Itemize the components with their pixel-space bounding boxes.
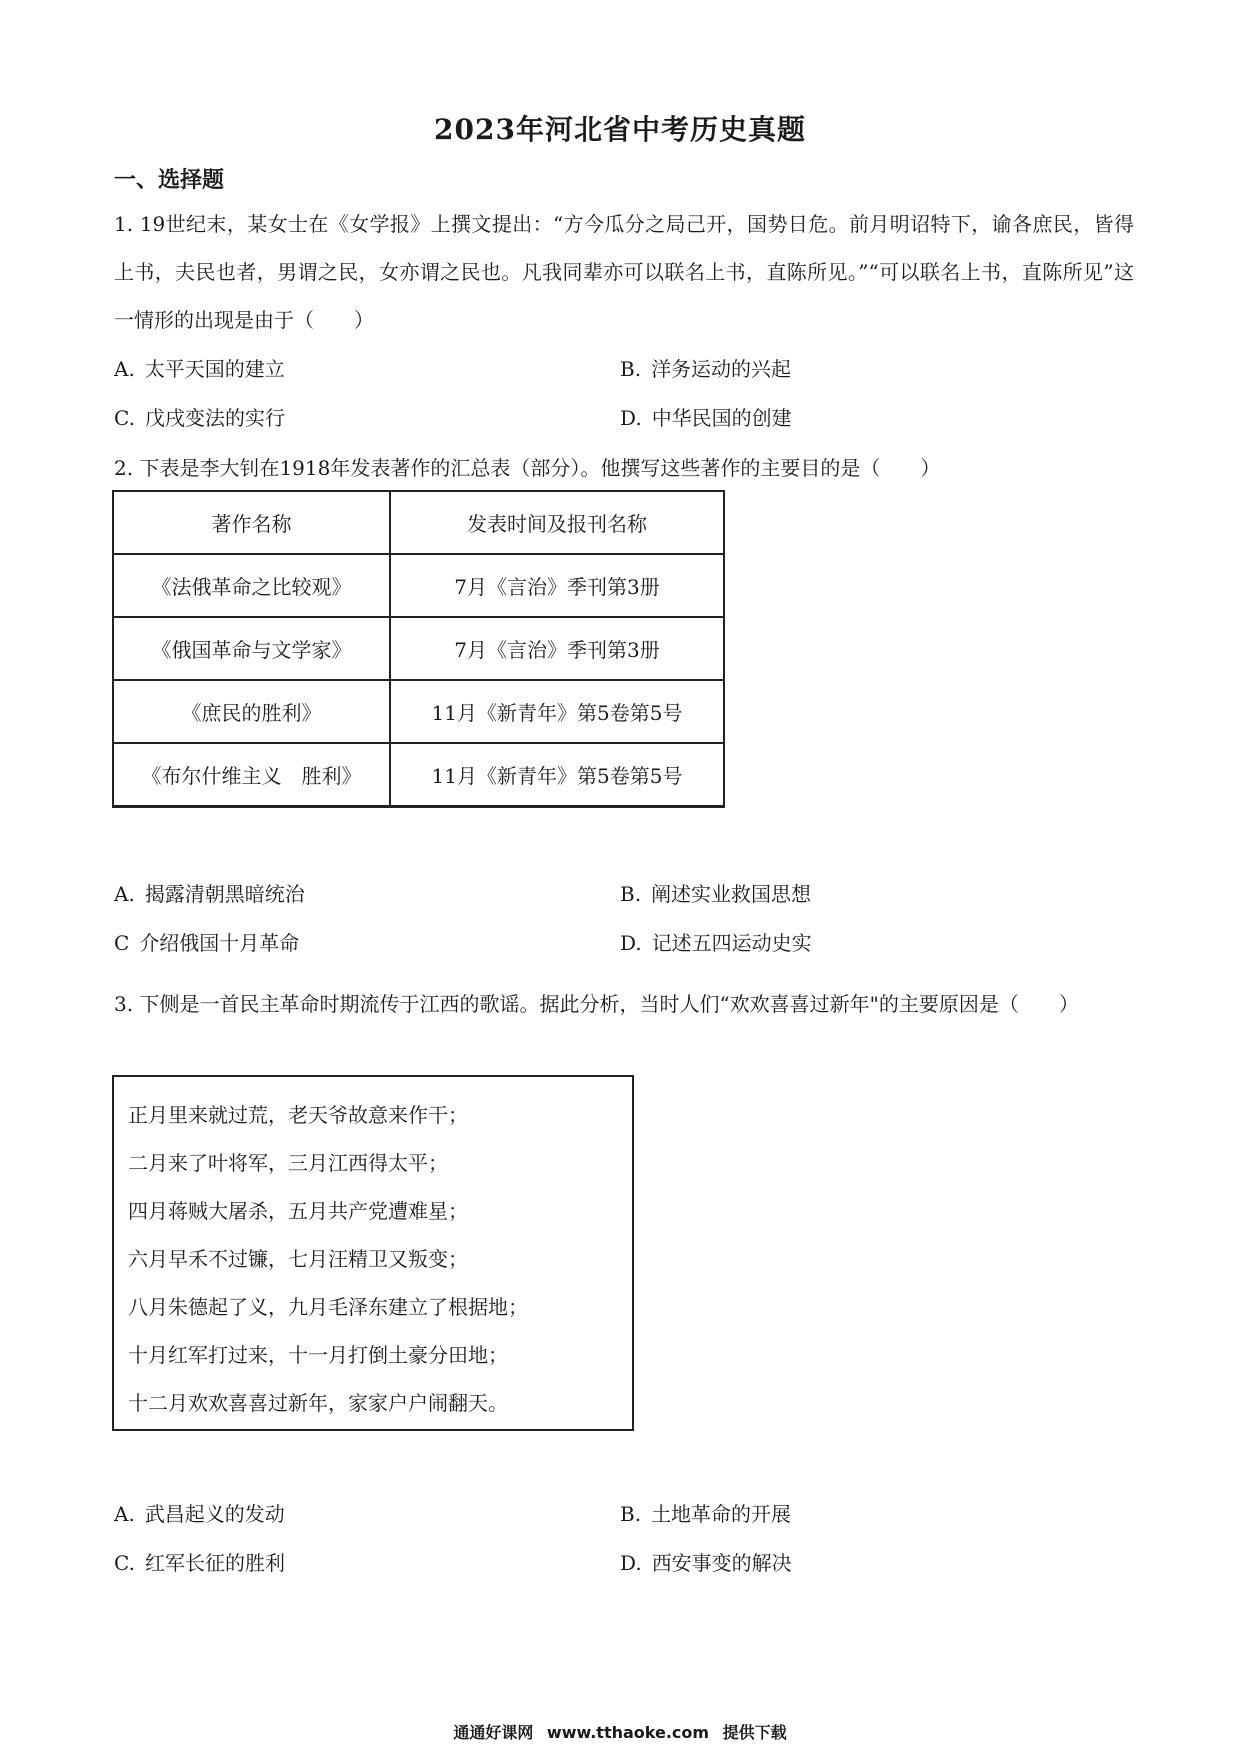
- ballad-line: 正月里来就过荒，老天爷故意来作干；: [128, 1103, 468, 1127]
- q3-option-b[interactable]: [620, 1500, 791, 1528]
- option-text: 中华民国的创建: [651, 406, 792, 430]
- ballad-box: [112, 1075, 634, 1431]
- q2-option-d[interactable]: [620, 929, 812, 957]
- table-cell: 《俄国革命与文学家》: [113, 617, 390, 680]
- table-cell: 11月《新青年》第5卷第5号: [390, 680, 724, 743]
- option-letter: A.: [114, 1502, 135, 1526]
- option-letter: D.: [620, 1551, 642, 1575]
- option-letter: C.: [114, 1551, 135, 1575]
- option-letter: A.: [114, 357, 135, 381]
- table-cell: 7月《言治》季刊第3册: [390, 554, 724, 617]
- ballad-line: 十二月欢欢喜喜过新年，家家户户闹翻天。: [128, 1391, 508, 1415]
- question-3-stem: 3. 下侧是一首民主革命时期流传于江西的歌谣。据此分析，当时人们“欢欢喜喜过新年"的主要原因是（ ）: [114, 992, 1079, 1016]
- q1-option-a[interactable]: [114, 355, 285, 383]
- option-letter: D.: [620, 406, 642, 430]
- option-letter: C: [114, 931, 130, 955]
- ballad-line: 四月蒋贼大屠杀，五月共产党遭难星；: [128, 1199, 468, 1223]
- ballad-line: 八月朱德起了义，九月毛泽东建立了根据地；: [128, 1295, 528, 1319]
- option-letter: C.: [114, 406, 135, 430]
- option-letter: B.: [620, 882, 642, 906]
- question-1-stem: 1. 19世纪末，某女士在《女学报》上撰文提出：“方今瓜分之局己开，国势日危。前月明诏特下，谕各庶民，皆得上书，夫民也者，男谓之民，女亦谓之民也。凡我同辈亦可以联名上书，直陈所见。”“可以联名上书，直陈所见”这一情形的出现是由于（ ）: [114, 212, 1134, 332]
- q2-option-c[interactable]: [114, 929, 299, 957]
- ballad-line: 二月来了叶将军，三月江西得太平；: [128, 1151, 448, 1175]
- table-header-cell: 发表时间及报刊名称: [390, 491, 724, 554]
- page-footer: [0, 1720, 1240, 1743]
- table-row: [113, 680, 724, 743]
- works-table: [112, 490, 725, 808]
- table-row: [113, 743, 724, 807]
- page-title: 2023年河北省中考历史真题: [434, 113, 806, 146]
- option-letter: D.: [620, 931, 642, 955]
- option-text: 洋务运动的兴起: [651, 357, 792, 381]
- table-cell: 7月《言治》季刊第3册: [390, 617, 724, 680]
- option-text: 西安事变的解决: [651, 1551, 792, 1575]
- option-text: 记述五四运动史实: [651, 931, 812, 955]
- table-row: [113, 617, 724, 680]
- footer-site-name: 通通好课网: [453, 1723, 534, 1742]
- footer-suffix: 提供下载: [722, 1723, 787, 1742]
- option-text: 揭露清朝黑暗统治: [144, 882, 305, 906]
- table-cell: 《庶民的胜利》: [113, 680, 390, 743]
- table-header-cell: 著作名称: [113, 491, 390, 554]
- table-cell: 《布尔什维主义 胜利》: [113, 743, 390, 807]
- q2-option-b[interactable]: [620, 880, 811, 908]
- table-header-row: [113, 491, 724, 554]
- q1-option-d[interactable]: [620, 404, 792, 432]
- option-letter: B.: [620, 1502, 642, 1526]
- option-text: 阐述实业救国思想: [651, 882, 812, 906]
- q3-option-a[interactable]: [114, 1500, 285, 1528]
- question-2-stem: 2. 下表是李大钊在1918年发表著作的汇总表（部分）。他撰写这些著作的主要目的是（ ）: [114, 456, 941, 480]
- table-cell: 《法俄革命之比较观》: [113, 554, 390, 617]
- option-text: 太平天国的建立: [144, 357, 285, 381]
- ballad-line: 六月早禾不过镰，七月汪精卫又叛变；: [128, 1247, 468, 1271]
- option-text: 介绍俄国十月革命: [139, 931, 300, 955]
- option-letter: A.: [114, 882, 135, 906]
- ballad-line: 十月红军打过来，十一月打倒土豪分田地；: [128, 1343, 508, 1367]
- q2-option-a[interactable]: [114, 880, 305, 908]
- q3-option-c[interactable]: [114, 1549, 285, 1577]
- footer-url[interactable]: www.tthaoke.com: [546, 1723, 710, 1742]
- option-text: 土地革命的开展: [651, 1502, 792, 1526]
- table-row: [113, 554, 724, 617]
- option-letter: B.: [620, 357, 642, 381]
- option-text: 红军长征的胜利: [144, 1551, 285, 1575]
- section-title: 一、选择题: [114, 167, 225, 193]
- option-text: 戊戌变法的实行: [144, 406, 285, 430]
- q3-option-d[interactable]: [620, 1549, 792, 1577]
- q1-option-b[interactable]: [620, 355, 791, 383]
- q1-option-c[interactable]: [114, 404, 285, 432]
- option-text: 武昌起义的发动: [144, 1502, 285, 1526]
- table-cell: 11月《新青年》第5卷第5号: [390, 743, 724, 807]
